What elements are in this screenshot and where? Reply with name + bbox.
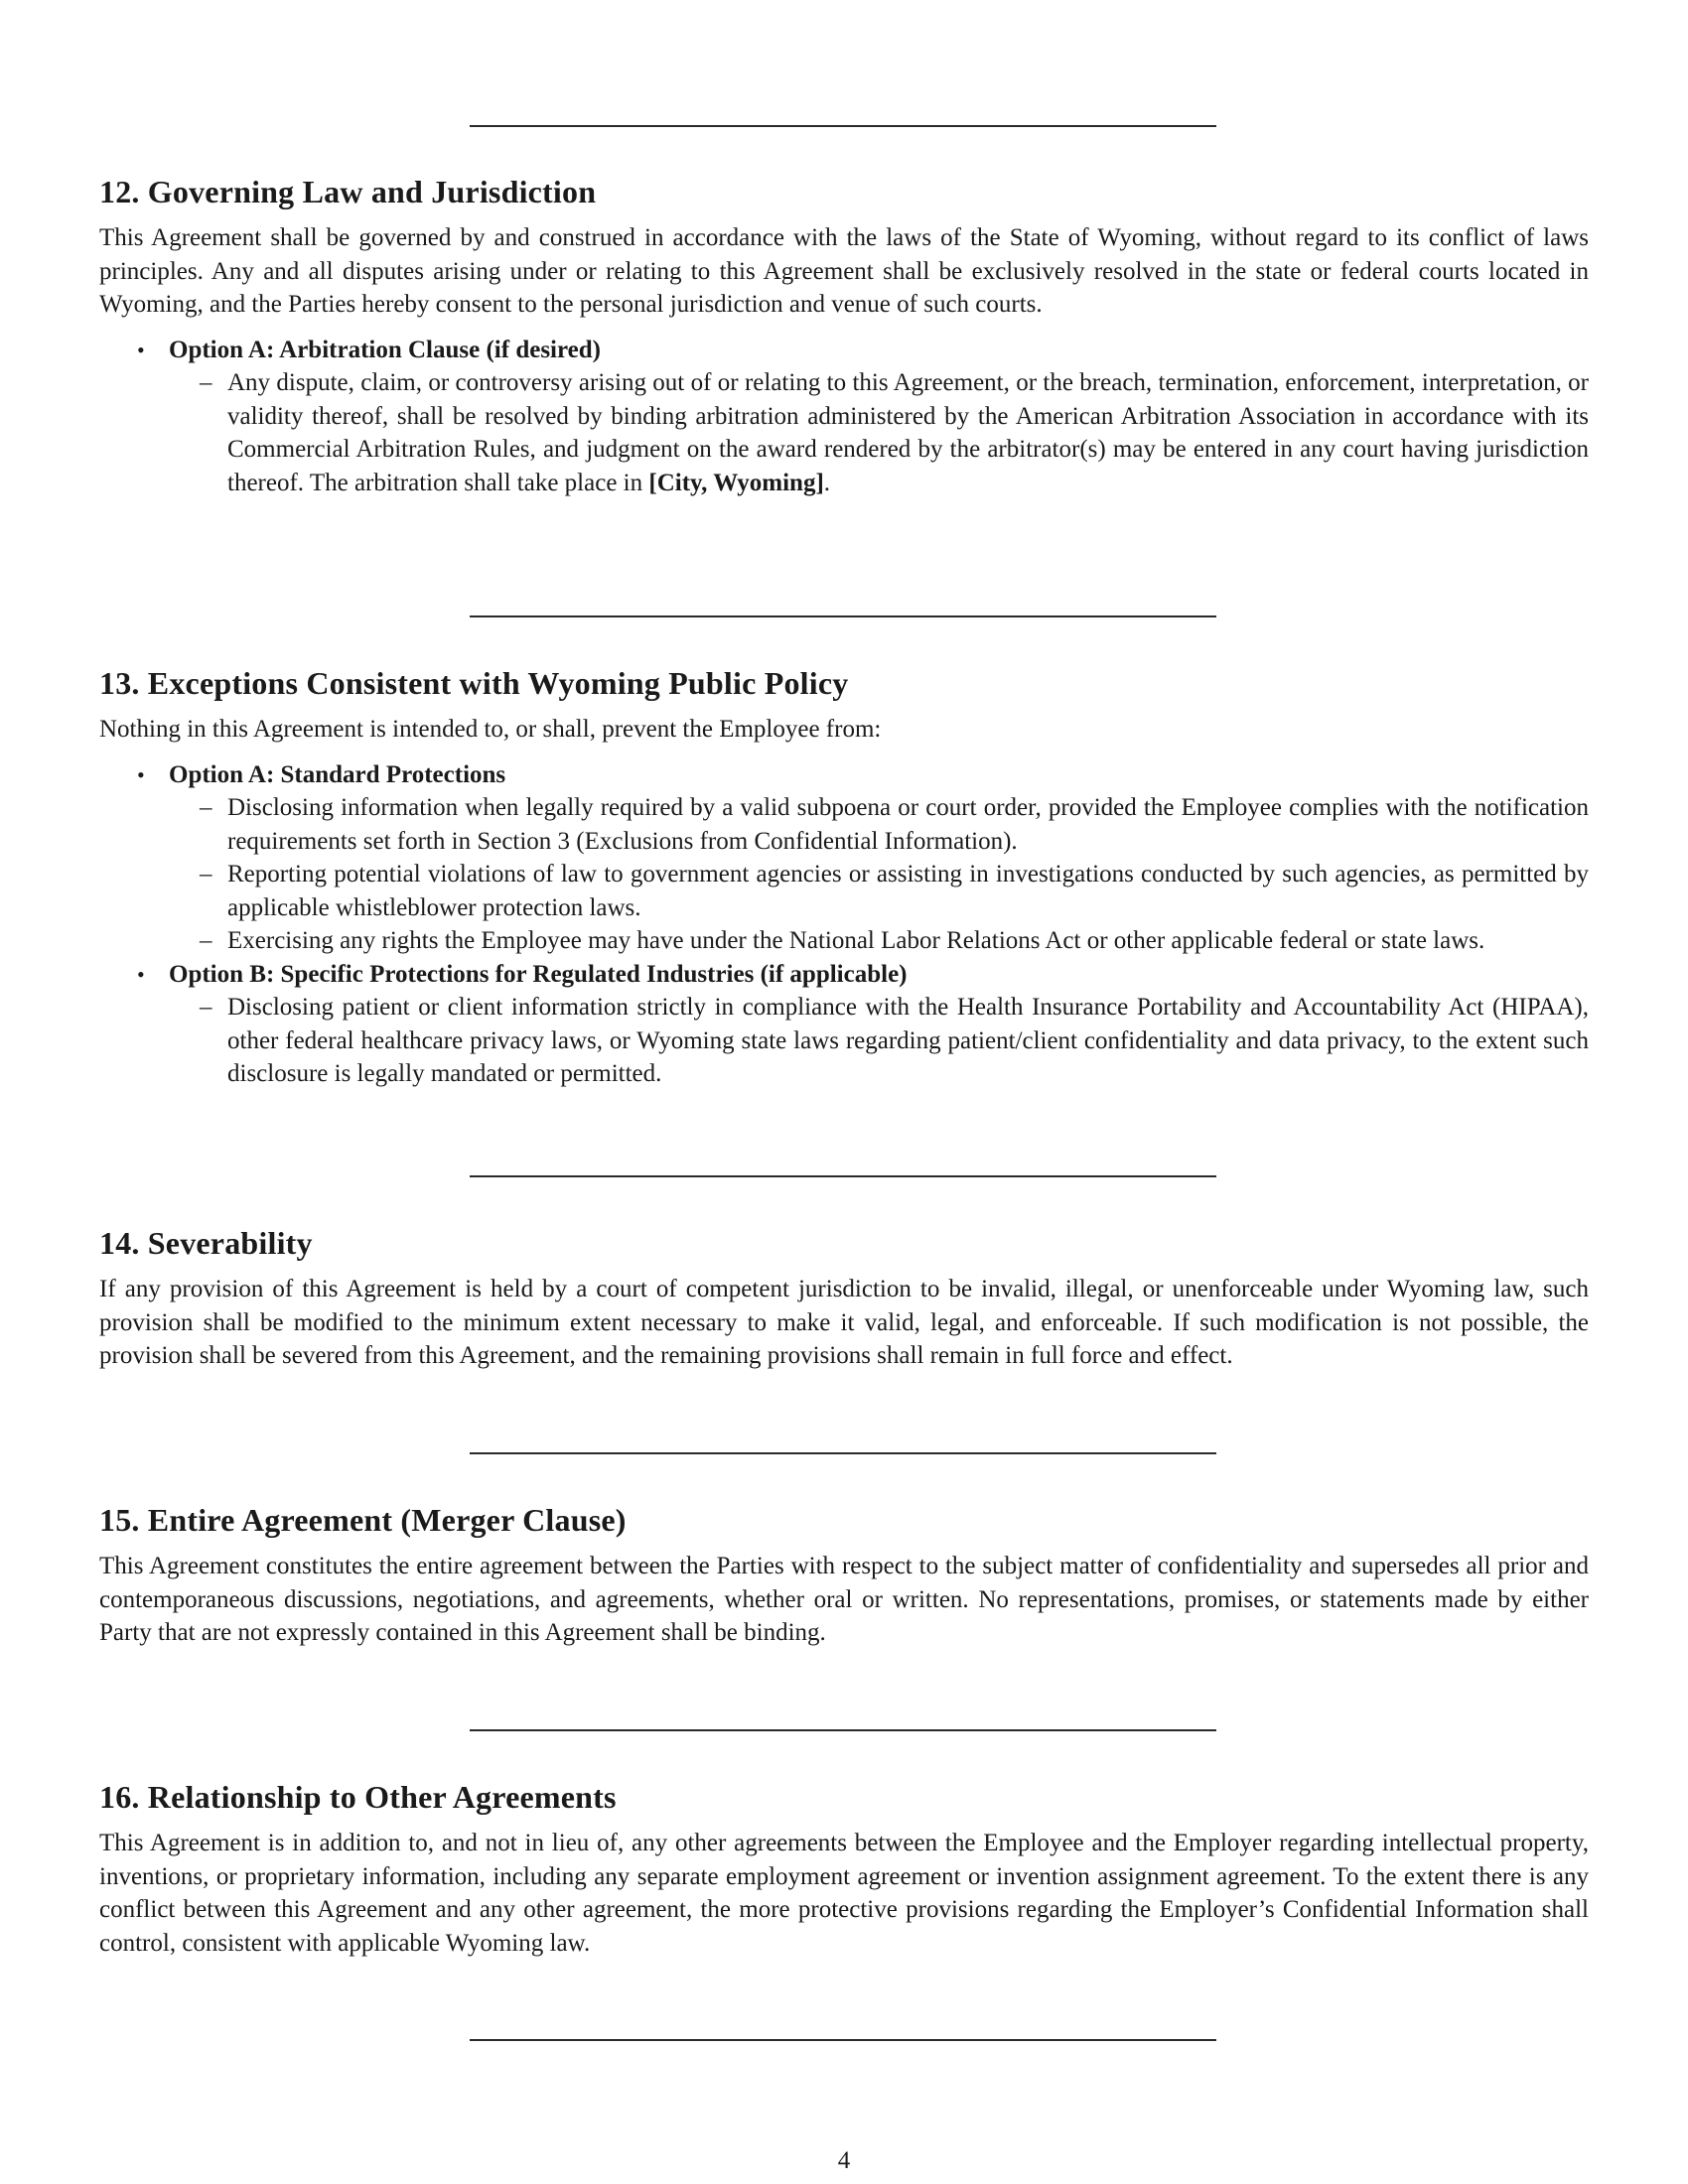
bullet-icon: • bbox=[137, 337, 145, 362]
section-divider bbox=[470, 125, 1216, 127]
placeholder-city: [City, Wyoming] bbox=[648, 469, 824, 496]
section-14 bbox=[99, 1223, 1589, 1373]
dash-icon: – bbox=[200, 927, 212, 954]
sub-item bbox=[169, 924, 1589, 958]
dash-icon: – bbox=[200, 794, 212, 821]
section-divider bbox=[470, 1729, 1216, 1731]
sub-item-text: Disclosing patient or client information strictly in compliance with the Health Insurance Portability and Accountability Act (HIPAA), other federal healthcare privacy laws, or Wyoming state laws regarding patient/client confidentiality and data privacy, to the extent such disclosure is legally mandated or permitted. bbox=[227, 994, 1589, 1087]
section-body: If any provision of this Agreement is held by a court of competent jurisdiction to be invalid, illegal, or unenforceable under Wyoming law, such provision shall be modified to the minimum extent necessary to make it valid, legal, and enforceable. If such modification is not possible, the provision shall be severed from this Agreement, and the remaining provisions shall remain in full force and effect. bbox=[99, 1276, 1589, 1369]
sub-item-text: Disclosing information when legally required by a valid subpoena or court order, provided the Employee complies with the notification requirements set forth in Section 3 (Exclusions from Confidential Information). bbox=[227, 794, 1589, 855]
option-label: Option A: Arbitration Clause (if desired) bbox=[169, 336, 601, 363]
document-page bbox=[99, 0, 1589, 2184]
sub-item bbox=[169, 366, 1589, 499]
section-divider bbox=[470, 1175, 1216, 1177]
option-label: Option A: Standard Protections bbox=[169, 760, 506, 788]
section-heading: 16. Relationship to Other Agreements bbox=[99, 1779, 617, 1815]
option-item bbox=[99, 958, 1589, 1091]
dash-icon: – bbox=[200, 861, 212, 887]
dash-icon: – bbox=[200, 369, 212, 396]
section-divider bbox=[470, 615, 1216, 617]
section-13 bbox=[99, 663, 1589, 1091]
section-divider bbox=[470, 2039, 1216, 2041]
option-item bbox=[99, 334, 1589, 500]
sub-item-text: Any dispute, claim, or controversy arising out of or relating to this Agreement, or the breach, termination, enforcement, interpretation, or validity thereof, shall be resolved by binding arbitration administered by the American Arbitration Association in accordance with its Commercial Arbitration Rules, and judgment on the award rendered by the arbitrator(s) may be entered in any court having jurisdiction thereof. The arbitration shall take place in bbox=[227, 369, 1589, 496]
sub-list bbox=[169, 991, 1589, 1091]
section-divider bbox=[470, 1452, 1216, 1454]
section-heading: 14. Severability bbox=[99, 1225, 313, 1261]
option-list bbox=[99, 758, 1589, 1091]
section-15 bbox=[99, 1500, 1589, 1650]
sub-item bbox=[169, 858, 1589, 924]
section-body: This Agreement shall be governed by and construed in accordance with the laws of the State of Wyoming, without regard to its conflict of laws principles. Any and all disputes arising under or relating to this Agreement shall be exclusively resolved in the state or federal courts located in Wyoming, and the Parties hereby consent to the personal jurisdiction and venue of such courts. bbox=[99, 224, 1589, 318]
section-12 bbox=[99, 172, 1589, 499]
section-body: Nothing in this Agreement is intended to, or shall, prevent the Employee from: bbox=[99, 716, 882, 743]
sub-list bbox=[169, 791, 1589, 958]
section-body: This Agreement is in addition to, and not in lieu of, any other agreements between the Employee and the Employer regarding intellectual property, inventions, or proprietary information, including any separate employment agreement or invention assignment agreement. To the extent there is any conflict between this Agreement and any other agreement, the more protective provisions regarding the Employer’s Confidential Information shall control, consistent with applicable Wyoming law. bbox=[99, 1830, 1589, 1957]
sub-item-end: . bbox=[823, 469, 831, 496]
section-16 bbox=[99, 1777, 1589, 1960]
dash-icon: – bbox=[200, 994, 212, 1021]
option-item bbox=[99, 758, 1589, 958]
sub-item-text: Reporting potential violations of law to government agencies or assisting in investigations conducted by such agencies, as permitted by applicable whistleblower protection laws. bbox=[227, 861, 1589, 921]
section-heading: 12. Governing Law and Jurisdiction bbox=[99, 174, 597, 209]
section-body: This Agreement constitutes the entire agreement between the Parties with respect to the subject matter of confidentiality and supersedes all prior and contemporaneous discussions, negotiations, and agreements, whether oral or written. No representations, promises, or statements made by either Party that are not expressly contained in this Agreement shall be binding. bbox=[99, 1553, 1589, 1646]
sub-item-text: Exercising any rights the Employee may have under the National Labor Relations Act or other applicable federal or state laws. bbox=[227, 927, 1485, 954]
bullet-icon: • bbox=[137, 961, 145, 987]
page-number: 4 bbox=[837, 2147, 851, 2174]
bullet-icon: • bbox=[137, 761, 145, 787]
sub-list bbox=[169, 366, 1589, 499]
option-list bbox=[99, 334, 1589, 500]
section-heading: 15. Entire Agreement (Merger Clause) bbox=[99, 1502, 627, 1538]
option-label: Option B: Specific Protections for Regulated Industries (if applicable) bbox=[169, 960, 908, 988]
sub-item bbox=[169, 791, 1589, 858]
sub-item bbox=[169, 991, 1589, 1091]
section-heading: 13. Exceptions Consistent with Wyoming Public Policy bbox=[99, 665, 849, 701]
